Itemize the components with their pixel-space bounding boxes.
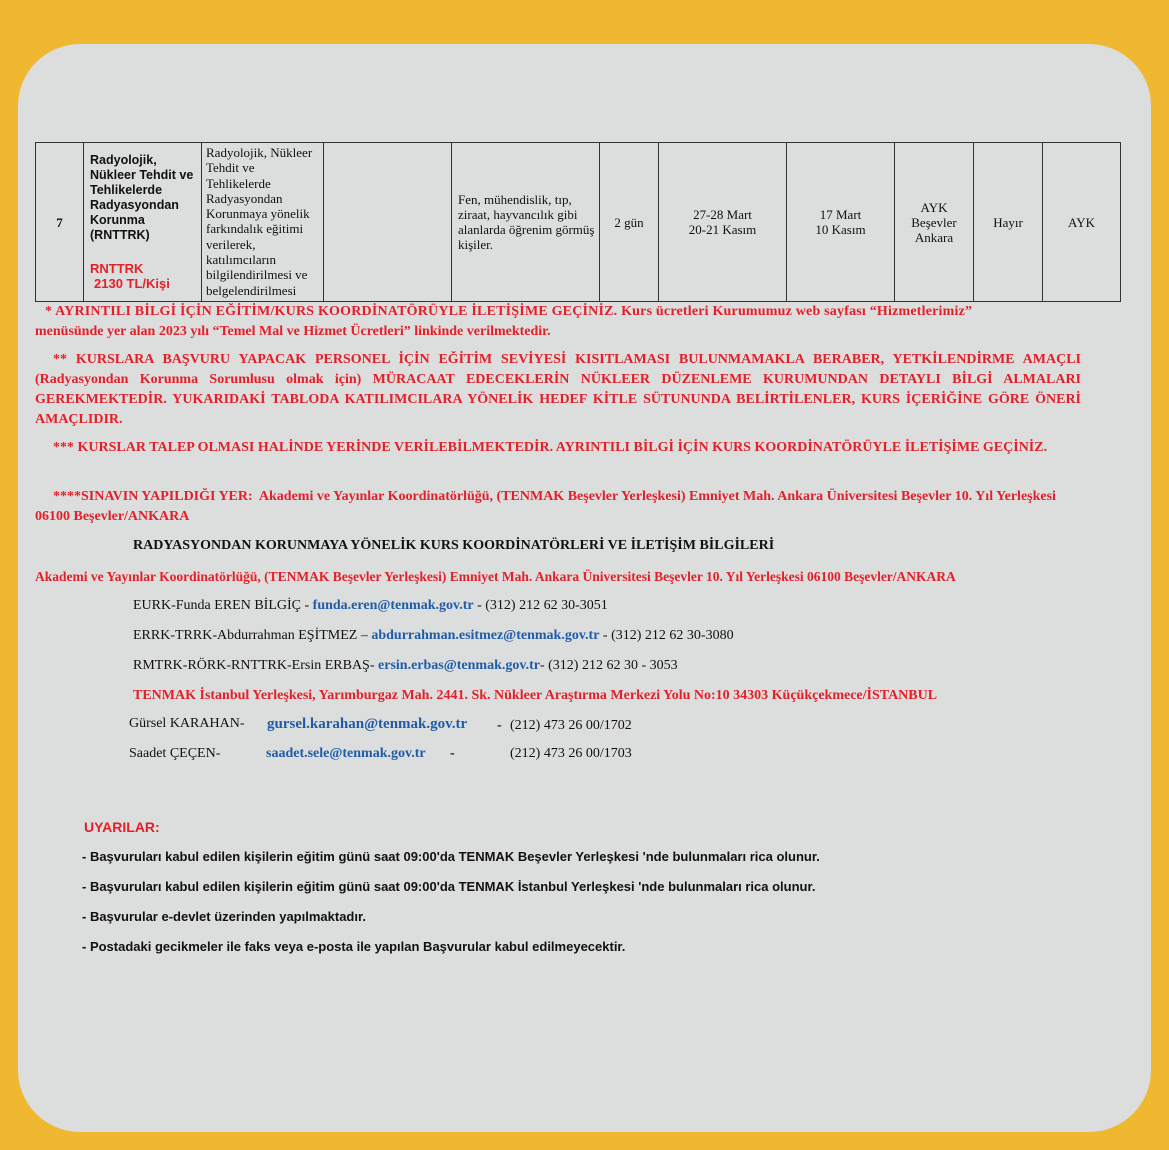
deadline-2: 10 Kasım <box>815 222 866 237</box>
warning-1: - Başvuruları kabul edilen kişilerin eğitim günü saat 09:00'da TENMAK Beşevler Yerleşkesi 'nde bulunmaları rica olunur. <box>82 849 820 864</box>
contact-1-phone: - (312) 212 62 30-3051 <box>477 598 608 613</box>
contact-4-dash: - <box>497 718 502 733</box>
course-coordinator: AYK <box>1043 143 1121 302</box>
course-name-cell <box>84 143 202 302</box>
contact-3-phone: - (312) 212 62 30 - 3053 <box>539 658 678 673</box>
warning-2: - Başvuruları kabul edilen kişilerin eğitim günü saat 09:00'da TENMAK İstanbul Yerleşkesi 'nde bulunmaları rica olunur. <box>82 879 816 894</box>
course-location <box>895 143 974 302</box>
note-1-line-2: menüsünde yer alan 2023 yılı “Temel Mal ve Hizmet Ücretleri” linkinde verilmektedir. <box>35 324 551 339</box>
exam-location-label: ****SINAVIN YAPILDIĞI YER: <box>53 489 253 504</box>
contact-row-1 <box>133 596 608 616</box>
contact-5-dash: - <box>450 746 455 761</box>
contact-3-email[interactable]: ersin.erbas@tenmak.gov.tr <box>378 658 540 673</box>
istanbul-address: TENMAK İstanbul Yerleşkesi, Yarımburgaz Mah. 2441. Sk. Nükleer Araştırma Merkezi Yolu No:10 34303 Küçükçekmece/İSTANBUL <box>133 688 938 703</box>
contact-3-name: RMTRK-RÖRK-RNTTRK-Ersin ERBAŞ- <box>133 658 375 673</box>
contact-4-name: Gürsel KARAHAN- <box>129 716 245 731</box>
ankara-address: Akademi ve Yayınlar Koordinatörlüğü, (TENMAK Beşevler Yerleşkesi) Emniyet Mah. Ankara Üniversitesi Beşevler 10. Yıl Yerleşkesi 06100 Beşevler/ANKARA <box>35 569 956 584</box>
course-code: RNTTRK <box>90 261 144 276</box>
warning-4: - Postadaki gecikmeler ile faks veya e-posta ile yapılan Başvurular kabul edilmeyecektir. <box>82 939 626 954</box>
exam-location-address: Akademi ve Yayınlar Koordinatörlüğü, (TENMAK Beşevler Yerleşkesi) Emniyet Mah. Ankara Üniversitesi Beşevler 10. Yıl Yerleşkesi 06100 Beşevler/ANKARA <box>35 489 1056 524</box>
course-date-2: 20-21 Kasım <box>688 222 757 237</box>
contact-row-2 <box>133 626 734 646</box>
note-2: ** KURSLARA BAŞVURU YAPACAK PERSONEL İÇİN EĞİTİM SEVİYESİ KISITLAMASI BULUNMAMAKLA BERABER, YETKİLENDİRME AMAÇLI (Radyasyondan Korunma Sorumlusu olmak için) MÜRACAAT EDECEKLERİN NÜKLEER DÜZENLEME KURUMUNDAN DETAYLI BİLGİ ALMALARI GEREKMEKTEDİR. YUKARIDAKİ TABLODA KATILIMCILARA YÖNELİK HEDEF KİTLE SÜTUNUNDA BELİRTİLENLER, KURS İÇERİĞİNE GÖRE ÖNERİ AMAÇLIDIR. <box>35 352 1081 427</box>
contact-5-email[interactable]: saadet.sele@tenmak.gov.tr <box>266 746 426 761</box>
contact-5-name: Saadet ÇEÇEN- <box>129 746 221 761</box>
warnings-title: UYARILAR: <box>84 819 160 835</box>
location-line-1: AYK <box>920 199 948 215</box>
course-price: 2130 TL/Kişi <box>94 276 170 291</box>
course-name: Radyolojik, Nükleer Tehdit ve Tehlikelerde Radyasyondan Korunma (RNTTRK) <box>90 153 194 242</box>
contact-2-name: ERRK-TRRK-Abdurrahman EŞİTMEZ – <box>133 628 368 643</box>
application-deadlines <box>787 143 895 302</box>
table-row <box>36 143 1121 302</box>
contacts-heading: RADYASYONDAN KORUNMAYA YÖNELİK KURS KOORDİNATÖRLERİ VE İLETİŞİM BİLGİLERİ <box>133 538 775 553</box>
online-option: Hayır <box>974 143 1043 302</box>
warning-3: - Başvurular e-devlet üzerinden yapılmaktadır. <box>82 909 366 924</box>
note-4 <box>35 487 1085 527</box>
contact-row-3 <box>133 656 678 676</box>
note-3: *** KURSLAR TALEP OLMASI HALİNDE YERİNDE VERİLEBİLMEKTEDİR. AYRINTILI BİLGİ İÇİN KURS KOORDİNATÖRÜYLE İLETİŞİME GEÇİNİZ. <box>53 440 1048 455</box>
contact-5-phone: (212) 473 26 00/1703 <box>510 746 632 761</box>
contact-4-email[interactable]: gursel.karahan@tenmak.gov.tr <box>267 716 468 732</box>
course-dates <box>659 143 787 302</box>
contact-1-name: EURK-Funda EREN BİLGİÇ - <box>133 598 310 613</box>
course-date-1: 27-28 Mart <box>693 207 752 222</box>
target-audience: Fen, mühendislik, tıp, ziraat, hayvancılık gibi alanlarda öğrenim görmüş kişiler. <box>452 143 600 302</box>
note-1-line-1: * AYRINTILI BİLGİ İÇİN EĞİTİM/KURS KOORDİNATÖRÜYLE İLETİŞİME GEÇİNİZ. Kurs ücretleri Kurumumuz web sayfası “Hizmetlerimiz” <box>45 304 973 319</box>
deadline-1: 17 Mart <box>819 207 862 222</box>
location-line-3: Ankara <box>914 229 954 245</box>
row-number: 7 <box>36 143 84 302</box>
contact-2-phone: - (312) 212 62 30-3080 <box>602 628 734 643</box>
contact-1-email[interactable]: funda.eren@tenmak.gov.tr <box>312 598 474 613</box>
contact-4-phone: (212) 473 26 00/1702 <box>510 718 632 733</box>
course-duration: 2 gün <box>600 143 659 302</box>
course-table <box>35 142 1121 302</box>
contact-2-email[interactable]: abdurrahman.esitmez@tenmak.gov.tr <box>371 628 600 643</box>
prerequisite-cell <box>324 143 452 302</box>
course-description: Radyolojik, Nükleer Tehdit ve Tehlikelerde Radyasyondan Korunmaya yönelik farkındalık eğitimi verilerek, katılımcıların bilgilendirilmesi ve belgelendirilmesi <box>202 143 324 302</box>
location-line-2: Beşevler <box>911 214 957 230</box>
